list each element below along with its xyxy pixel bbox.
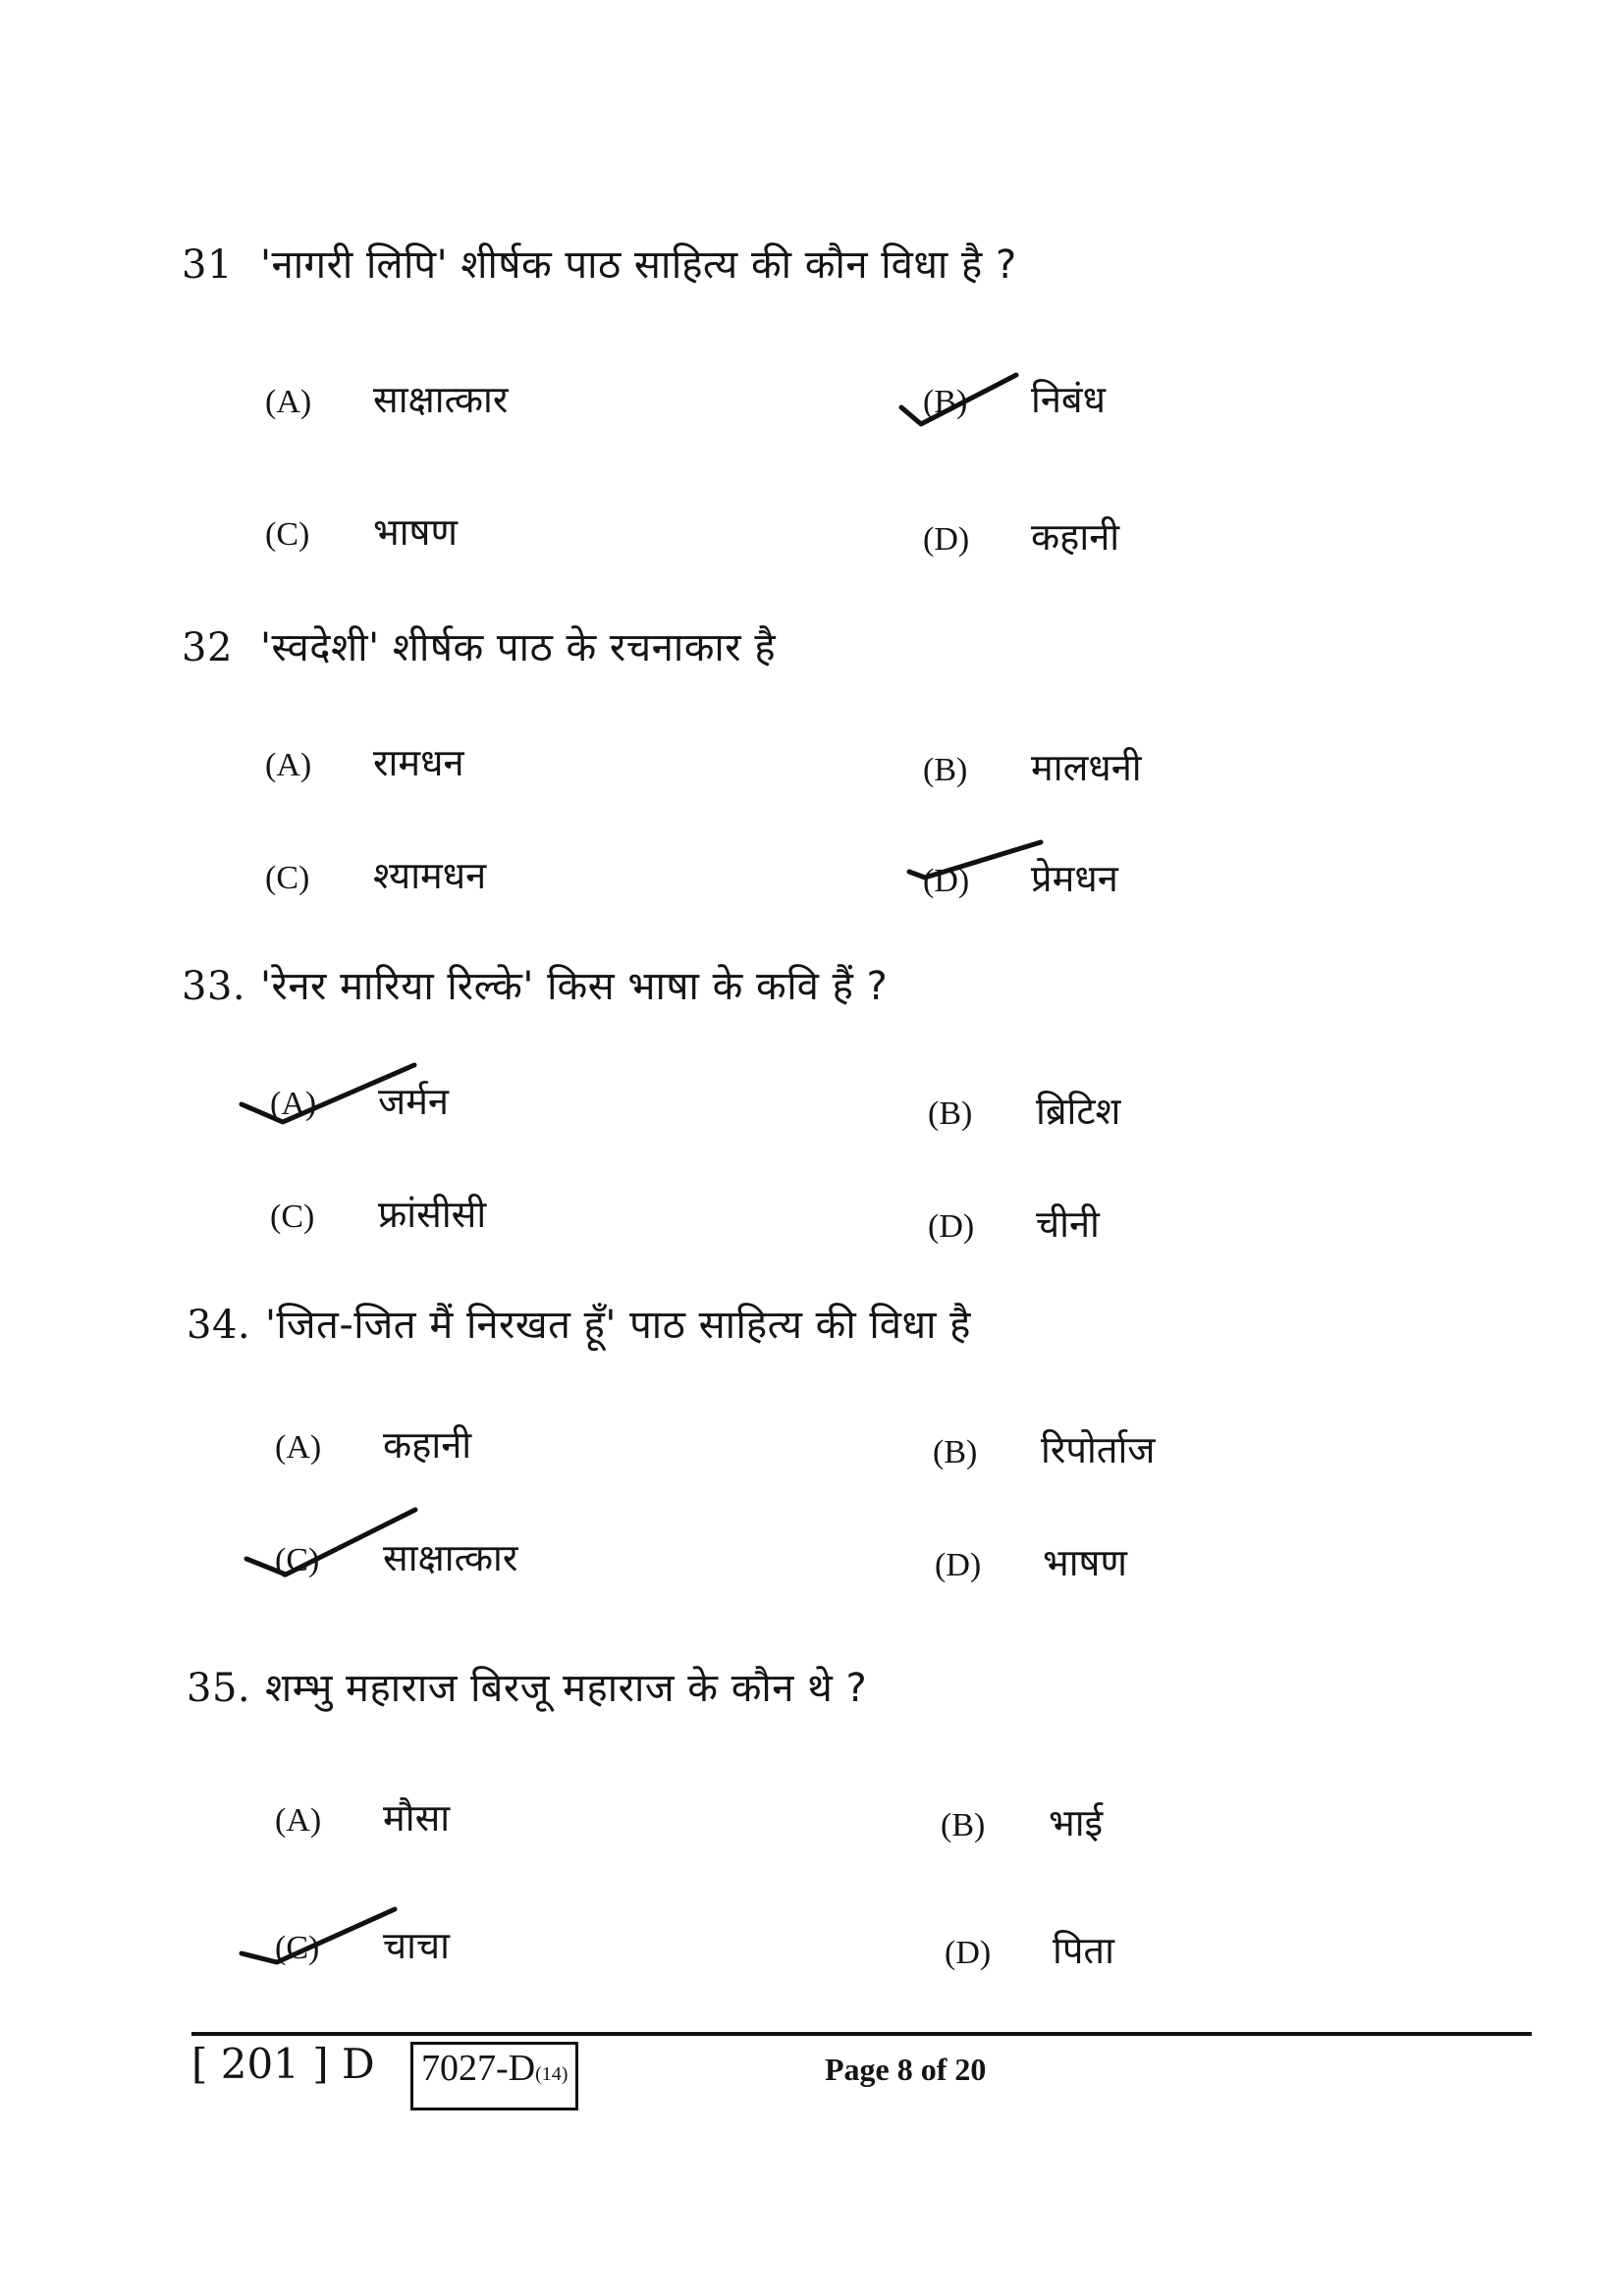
option-text: श्यामधन xyxy=(373,854,487,897)
booklet-code-suffix: (14) xyxy=(535,2063,568,2085)
check-mark-icon xyxy=(236,1899,403,1968)
option-34-d xyxy=(935,1536,1127,1587)
question-number: 34. xyxy=(187,1303,251,1348)
option-label: (C) xyxy=(275,1542,320,1578)
question-text: 'जित-जित मैं निरखत हूँ' पाठ साहित्य की विधा है xyxy=(265,1303,971,1348)
check-mark-icon xyxy=(893,363,1031,432)
option-text: जर्मन xyxy=(378,1080,450,1123)
option-label: (D) xyxy=(928,1208,975,1245)
question-34 xyxy=(187,1296,971,1350)
option-35-a xyxy=(275,1791,450,1842)
option-32-a xyxy=(265,736,464,787)
question-number: 35. xyxy=(187,1666,251,1711)
option-label: (D) xyxy=(923,521,970,558)
check-mark-icon xyxy=(241,1502,422,1585)
paper-code: [ 201 ] D xyxy=(191,2040,375,2088)
option-text: चीनी xyxy=(1036,1202,1100,1246)
option-33-b xyxy=(928,1085,1120,1136)
option-label: (B) xyxy=(933,1434,978,1470)
option-text: साक्षात्कार xyxy=(373,378,509,421)
footer-divider xyxy=(191,2032,1532,2036)
option-label: (A) xyxy=(265,747,312,783)
option-text: ब्रिटिश xyxy=(1036,1090,1121,1133)
question-text: शम्भु महाराज बिरजू महाराज के कौन थे ? xyxy=(265,1666,868,1711)
option-label: (C) xyxy=(275,1930,320,1966)
question-33 xyxy=(182,957,888,1011)
check-mark-icon xyxy=(236,1055,422,1134)
option-32-c xyxy=(265,849,486,900)
option-text: पिता xyxy=(1053,1929,1114,1972)
option-text: रामधन xyxy=(373,741,464,784)
option-text: साक्षात्कार xyxy=(383,1536,518,1579)
option-text: मौसा xyxy=(383,1796,451,1840)
option-35-d xyxy=(945,1924,1114,1975)
option-label: (B) xyxy=(923,384,968,420)
option-label: (C) xyxy=(265,516,310,553)
option-text: भाषण xyxy=(373,510,458,554)
question-32 xyxy=(182,618,776,672)
option-33-c xyxy=(270,1188,486,1239)
option-text: प्रेमधन xyxy=(1031,857,1118,900)
option-text: चाचा xyxy=(383,1924,450,1967)
option-text: कहानी xyxy=(1031,515,1120,559)
option-33-d xyxy=(928,1198,1100,1249)
option-label: (D) xyxy=(935,1547,982,1583)
option-label: (D) xyxy=(923,863,970,899)
option-text: मालधनी xyxy=(1031,746,1142,789)
option-31-c xyxy=(265,506,458,557)
option-label: (A) xyxy=(270,1086,317,1122)
option-31-d xyxy=(923,510,1119,561)
question-number: 33. xyxy=(182,964,246,1009)
option-label: (A) xyxy=(265,384,312,420)
option-label: (A) xyxy=(275,1429,322,1466)
question-text: 'नागरी लिपि' शीर्षक पाठ साहित्य की कौन विधा है ? xyxy=(260,242,1017,288)
option-34-b xyxy=(933,1423,1156,1474)
option-31-a xyxy=(265,373,508,424)
option-text: भाई xyxy=(1049,1801,1104,1844)
check-mark-icon xyxy=(903,834,1051,893)
option-label: (B) xyxy=(928,1095,973,1132)
option-35-b xyxy=(941,1796,1103,1847)
option-text: भाषण xyxy=(1043,1541,1127,1584)
question-number: 31 xyxy=(182,242,233,288)
option-label: (A) xyxy=(275,1802,322,1839)
option-32-b xyxy=(923,741,1142,792)
booklet-code-main: 7027-D xyxy=(421,2048,536,2089)
question-31 xyxy=(182,236,1017,290)
option-label: (B) xyxy=(923,752,968,788)
option-34-a xyxy=(275,1418,471,1469)
question-text: 'रेनर मारिया रिल्के' किस भाषा के कवि हैं ? xyxy=(260,964,889,1009)
option-text: निबंध xyxy=(1031,378,1107,421)
option-label: (B) xyxy=(941,1807,986,1843)
question-text: 'स्वदेशी' शीर्षक पाठ के रचनाकार है xyxy=(260,625,777,670)
page-number: Page 8 of 20 xyxy=(825,2052,987,2087)
question-35 xyxy=(187,1659,867,1713)
option-label: (D) xyxy=(945,1935,992,1971)
option-label: (C) xyxy=(265,860,310,896)
option-text: रिपोर्ताज xyxy=(1041,1428,1156,1471)
option-text: कहानी xyxy=(383,1423,472,1467)
option-text: फ्रांसीसी xyxy=(378,1193,487,1236)
question-number: 32 xyxy=(182,625,233,670)
booklet-code xyxy=(410,2042,578,2110)
option-label: (C) xyxy=(270,1199,315,1235)
